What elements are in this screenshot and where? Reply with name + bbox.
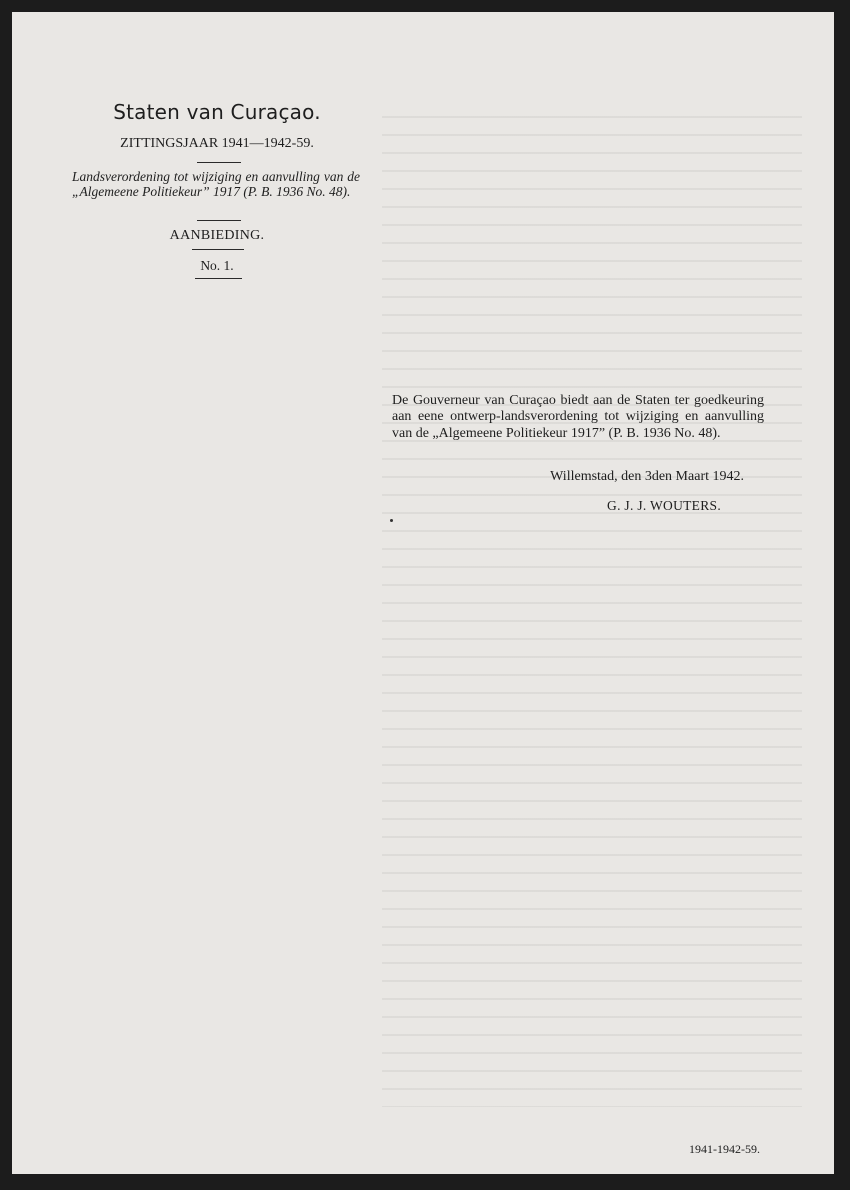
divider	[197, 162, 241, 163]
offer-body: De Gouverneur van Curaçao biedt aan de Staten ter goedkeuring aan eene ontwerp-landsverordening tot wijziging en aanvulling van de „Algemeene Politiekeur 1917” (P. B. 1936 No. 48).	[392, 393, 764, 441]
divider	[195, 278, 242, 279]
document-number: No. 1.	[200, 258, 234, 273]
place-date: Willemstad, den 3den Maart 1942.	[550, 469, 744, 484]
offer-heading: AANBIEDING.	[169, 228, 265, 243]
divider	[192, 249, 244, 250]
session-year: ZITTINGSJAAR 1941—1942-59.	[120, 136, 314, 151]
document-title: Staten van Curaçao.	[113, 100, 321, 124]
bleed-through-text	[382, 107, 802, 1107]
document-page	[12, 12, 834, 1174]
subject-line: Landsverordening tot wijziging en aanvulling van de „Algemeene Politiekeur” 1917 (P. B. 1936 No. 48).	[72, 169, 360, 199]
divider	[197, 220, 241, 221]
signatory: G. J. J. WOUTERS.	[607, 498, 721, 513]
ink-dot	[390, 519, 393, 522]
page-footer-number: 1941-1942-59.	[689, 1142, 760, 1156]
